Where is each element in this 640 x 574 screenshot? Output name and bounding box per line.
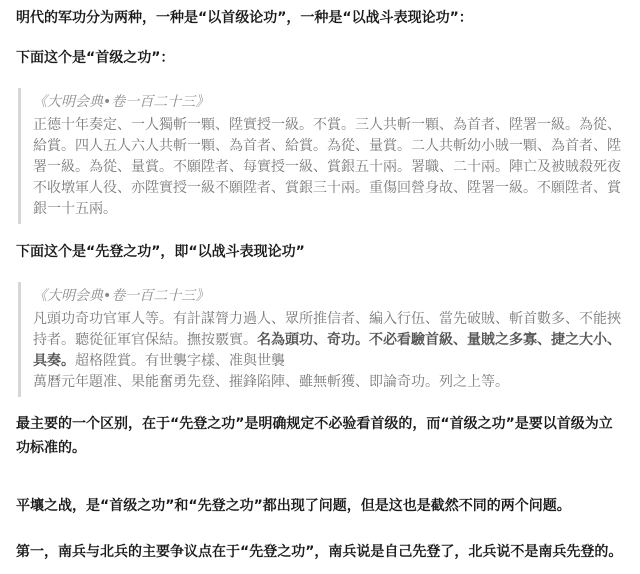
quote-body [33, 309, 622, 372]
paragraph-first-point: 第一，南兵与北兵的主要争议点在于“先登之功”，南兵说是自己先登了，北兵说不是南兵先登的。 [16, 544, 623, 560]
quote-body-bold: 名為頭功、奇功。不必看驗首級、量賊之多寡、捷之大小、具奏。 [33, 332, 621, 369]
quote-block-2 [18, 282, 622, 397]
quote-source: 《大明会典•卷一百二十三》 [33, 288, 210, 304]
heading-first-level-merit: 下面这个是“首级之功”： [16, 50, 175, 66]
quote-body-extra: 萬曆元年題准、果能奮勇先登、摧鋒陷陣、雖無斬獲、即論奇功。列之上等。 [33, 374, 509, 390]
paragraph-main-difference: 最主要的一个区别，在于“先登之功”是明确规定不必验看首级的，而“首级之功”是要以首级为立功标准的。 [16, 416, 613, 456]
quote-source: 《大明会典•卷一百二十三》 [33, 94, 210, 110]
quote-body-part: 超格陞賞。有世襲字樣、准與世襲 [75, 353, 285, 369]
quote-block-1 [18, 88, 622, 224]
quote-body-part: 凡頭功奇功官軍人等。有計謀膂力過人、眾所推信者、編入行伍、當先破賊、斬首數多、不能挾持者。聽從征軍官保結。撫按覈實。 [33, 311, 621, 348]
quote-body: 正德十年奏定、一人獨斬一顆、陞實授一級。不賞。三人共斬一顆、為首者、陞署一級。為從、給賞。四人五人六人共斬一顆、為首者、給賞。為從、量賞。二人共斬幼小賊一顆、為首者、陞署一級。為從、量賞。不願陞者、每實授一級、賞銀五十兩。署職、二十兩。陣亡及被賊殺死夜不收墩軍人役、亦陞實授一級不願陞者、賞銀三十兩。重傷回營身故、陞署一級。不願陞者、賞銀一十五兩。 [33, 117, 621, 217]
intro-text: 明代的军功分为两种，一种是“以首级论功”，一种是“以战斗表现论功”： [16, 10, 473, 26]
paragraph-pyongyang: 平壤之战，是“首级之功”和“先登之功”都出现了问题，但是这也是截然不同的两个问题。 [16, 498, 571, 514]
heading-first-ascent-merit: 下面这个是“先登之功”，即“以战斗表现论功” [16, 244, 305, 260]
